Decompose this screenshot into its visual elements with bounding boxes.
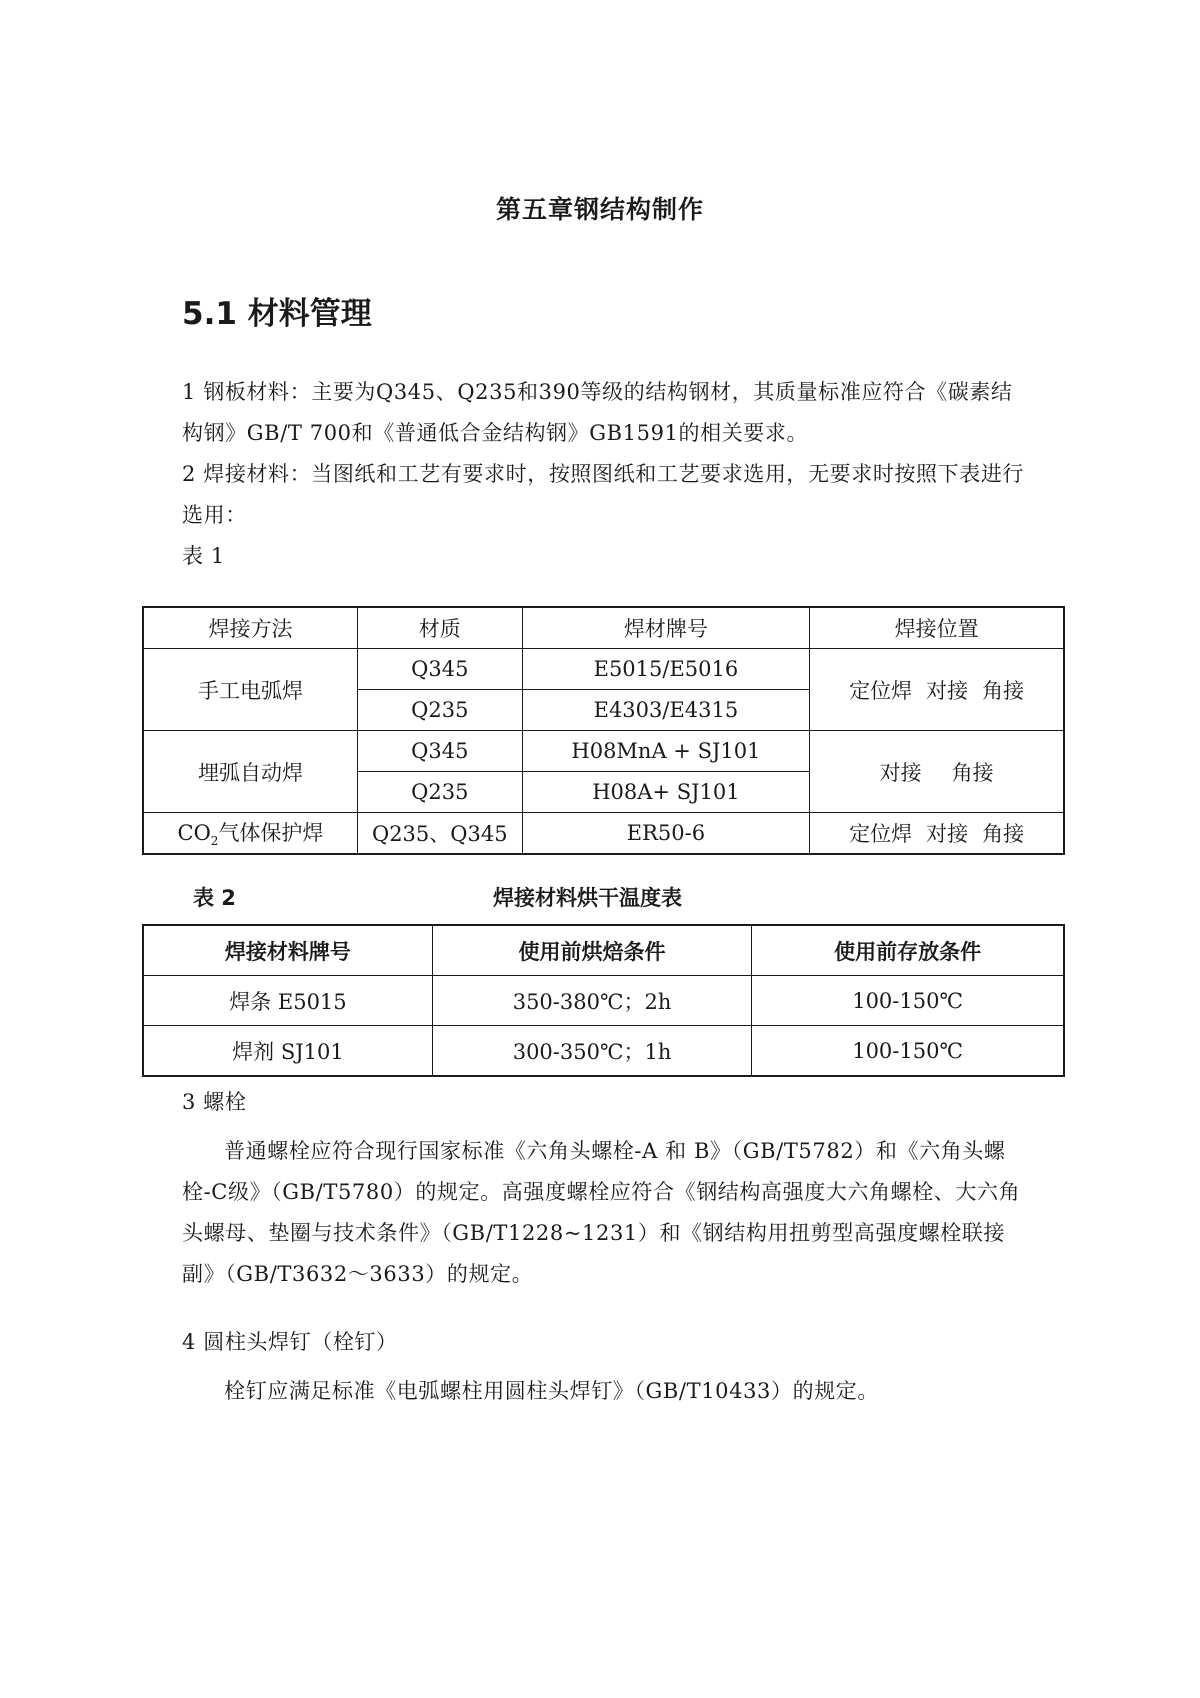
material-cell: Q345 bbox=[357, 649, 522, 690]
position-text: 对接 bbox=[926, 678, 969, 703]
material-cell: Q235 bbox=[357, 772, 522, 813]
table-cell: 焊剂 SJ101 bbox=[143, 1026, 432, 1077]
section-title: 5.1 材料管理 bbox=[182, 296, 372, 332]
table-cell: 焊条 E5015 bbox=[143, 976, 432, 1026]
position-text: 角接 bbox=[982, 822, 1025, 846]
brand-cell: H08MnA + SJ101 bbox=[522, 731, 810, 772]
table-cell: 350-380℃；2h bbox=[432, 976, 751, 1026]
method-subscript: 2 bbox=[210, 834, 219, 849]
table2-caption-label: 表 2 bbox=[193, 886, 236, 910]
position-text: 角接 bbox=[982, 678, 1025, 703]
position-text: 对接 bbox=[879, 760, 922, 785]
table-header-row bbox=[143, 925, 1064, 976]
paragraph-bolts-heading: 3 螺栓 bbox=[182, 1090, 247, 1114]
method-cell: 埋弧自动焊 bbox=[143, 731, 357, 813]
table-header-cell: 使用前烘焙条件 bbox=[432, 925, 751, 976]
method-prefix: CO bbox=[177, 821, 211, 846]
position-text: 角接 bbox=[951, 760, 994, 785]
material-cell: Q345 bbox=[357, 731, 522, 772]
table1-caption: 表 1 bbox=[182, 544, 225, 568]
table-header-row bbox=[143, 607, 1064, 649]
table-cell: 300-350℃；1h bbox=[432, 1026, 751, 1077]
position-text: 定位焊 bbox=[849, 822, 913, 846]
brand-cell: ER50-6 bbox=[522, 813, 810, 855]
table-row bbox=[143, 813, 1064, 855]
chapter-title: 第五章钢结构制作 bbox=[495, 195, 704, 224]
position-cell bbox=[810, 731, 1064, 813]
table-header-cell: 焊接材料牌号 bbox=[143, 925, 432, 976]
material-cell: Q235、Q345 bbox=[357, 813, 522, 855]
table-row bbox=[143, 649, 1064, 690]
table-row bbox=[143, 976, 1064, 1026]
table-header-cell: 焊接位置 bbox=[810, 607, 1064, 649]
table-header-cell: 焊材牌号 bbox=[522, 607, 810, 649]
brand-cell: E4303/E4315 bbox=[522, 690, 810, 731]
table-cell: 100-150℃ bbox=[752, 1026, 1064, 1077]
drying-temperature-table bbox=[142, 924, 1065, 1077]
position-text: 对接 bbox=[926, 822, 969, 846]
method-cell bbox=[143, 813, 357, 855]
paragraph-steel-plate: 1 钢板材料：主要为Q345、Q235和390等级的结构钢材，其质量标准应符合《碳素结构钢》GB/T 700和《普通低合金结构钢》GB1591的相关要求。 bbox=[182, 380, 1013, 445]
table-row bbox=[143, 1026, 1064, 1077]
table-row bbox=[143, 731, 1064, 772]
position-cell bbox=[810, 649, 1064, 731]
material-cell: Q235 bbox=[357, 690, 522, 731]
paragraph-studs-heading: 4 圆柱头焊钉（栓钉） bbox=[182, 1330, 398, 1354]
table-cell: 100-150℃ bbox=[752, 976, 1064, 1026]
position-cell bbox=[810, 813, 1064, 855]
welding-method-table bbox=[142, 606, 1065, 855]
method-suffix: 气体保护焊 bbox=[218, 821, 324, 846]
table-header-cell: 材质 bbox=[357, 607, 522, 649]
method-cell: 手工电弧焊 bbox=[143, 649, 357, 731]
position-text: 定位焊 bbox=[849, 678, 913, 703]
brand-cell: E5015/E5016 bbox=[522, 649, 810, 690]
paragraph-bolts-body: 普通螺栓应符合现行国家标准《六角头螺栓-A 和 B》（GB/T5782）和《六角头螺栓-C级》（GB/T5780）的规定。高强度螺栓应符合《钢结构高强度大六角螺栓、大六角头螺母、垫圈与技术条件》（GB/T1228~1231）和《钢结构用扭剪型高强度螺栓联接副》（GB/T3632～3633）的规定。 bbox=[182, 1139, 1021, 1286]
paragraph-welding-material: 2 焊接材料：当图纸和工艺有要求时，按照图纸和工艺要求选用，无要求时按照下表进行选用： bbox=[182, 462, 1025, 527]
table2-caption-title: 焊接材料烘干温度表 bbox=[493, 886, 682, 910]
brand-cell: H08A+ SJ101 bbox=[522, 772, 810, 813]
table-header-cell: 使用前存放条件 bbox=[752, 925, 1064, 976]
paragraph-studs-body: 栓钉应满足标准《电弧螺柱用圆柱头焊钉》（GB/T10433）的规定。 bbox=[224, 1379, 879, 1403]
table-header-cell: 焊接方法 bbox=[143, 607, 357, 649]
